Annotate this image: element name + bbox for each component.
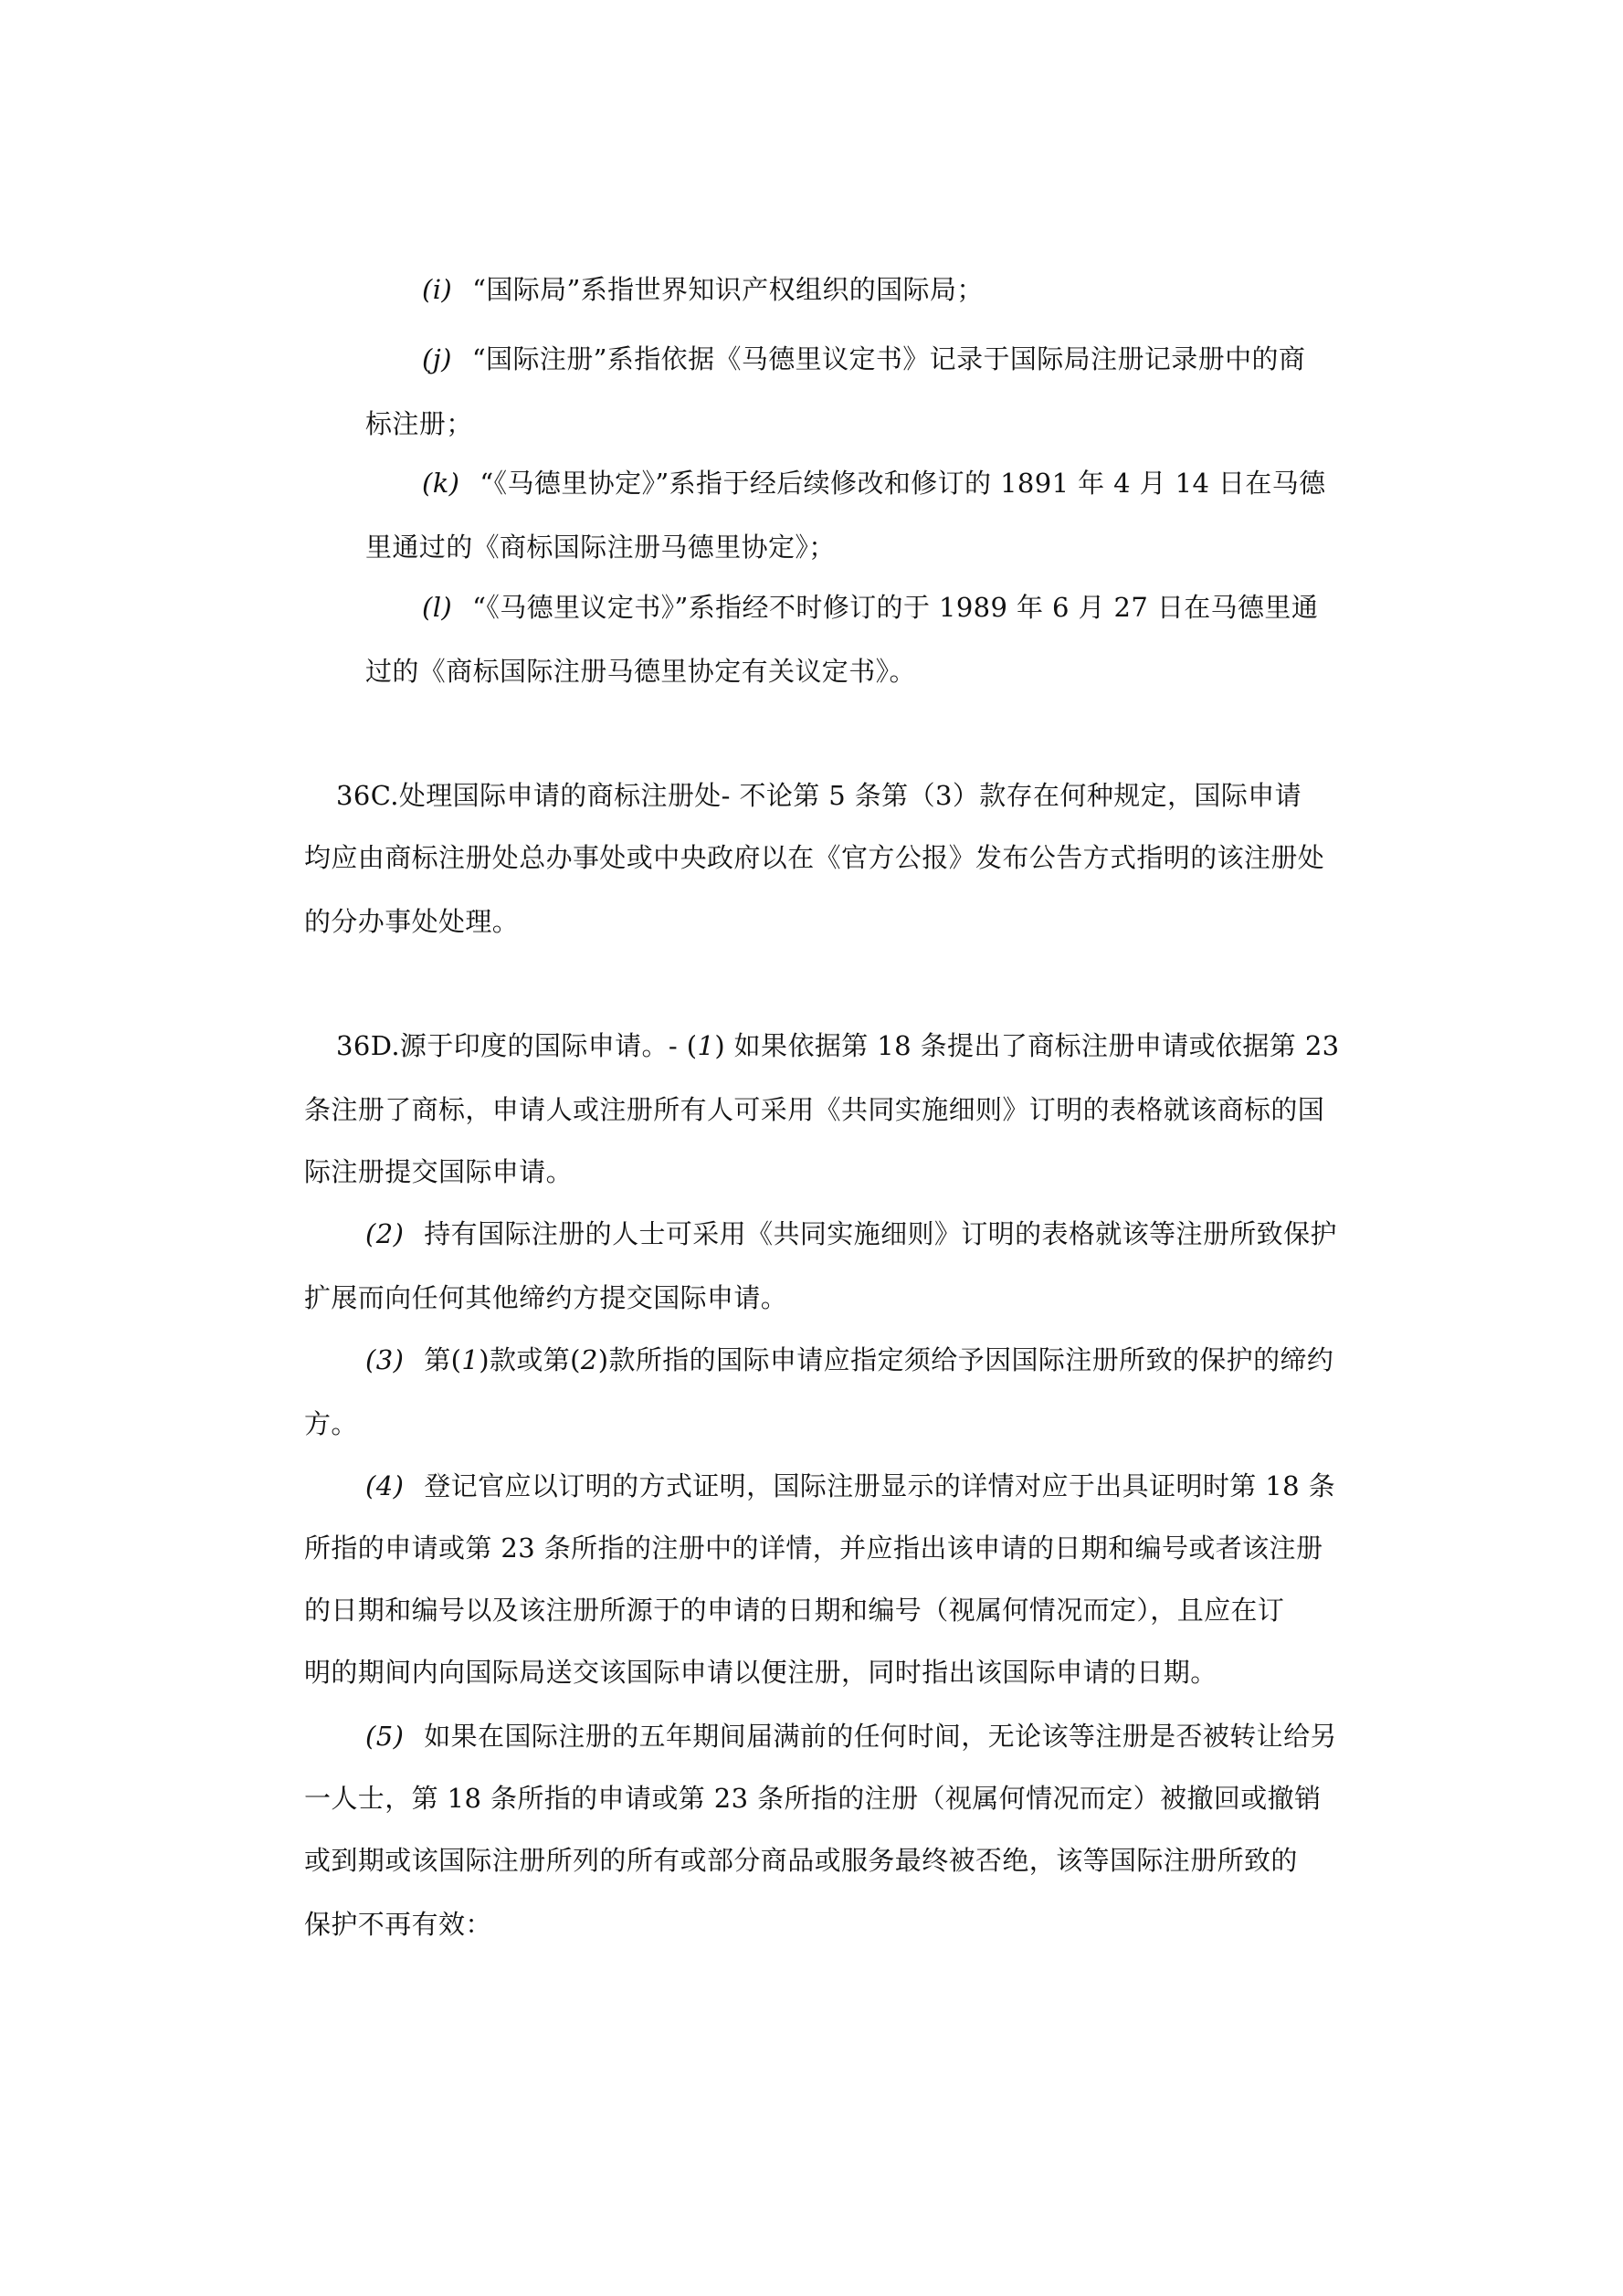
subsection-text: )款或第( — [479, 1344, 581, 1375]
item-number: (j) — [422, 343, 452, 374]
definition-text: “《马德里议定书》”系指经不时修订的于 1989 年 6 月 27 日在马德里通 — [472, 592, 1319, 623]
section-36d-line: 保护不再有效： — [304, 1909, 492, 1940]
definition-text: “国际局”系指世界知识产权组织的国际局； — [472, 274, 984, 305]
subsection-number: 1 — [697, 1030, 715, 1061]
item-number: (i) — [422, 274, 453, 305]
section-36d-line: 的日期和编号以及该注册所源于的申请的日期和编号（视属何情况而定），且应在订 — [304, 1595, 1285, 1626]
definition-k — [422, 466, 1326, 500]
section-36d-line: 一人士，第 18 条所指的申请或第 23 条所指的注册（视属何情况而定）被撤回或撤销 — [304, 1783, 1322, 1814]
section-36d-subsection-5 — [365, 1719, 1337, 1754]
section-36c-line: 36C.处理国际申请的商标注册处- 不论第 5 条第（3）款存在何种规定，国际申请 — [336, 780, 1302, 811]
section-36d-line: 明的期间内向国际局送交该国际申请以便注册，同时指出该国际申请的日期。 — [304, 1657, 1217, 1688]
section-36d-line: 扩展而向任何其他缔约方提交国际申请。 — [304, 1282, 788, 1313]
section-36d-subsection-2 — [365, 1216, 1337, 1251]
section-36c-line: 的分办事处处理。 — [304, 906, 520, 937]
section-36d-line: 所指的申请或第 23 条所指的注册中的详情，并应指出该申请的日期和编号或者该注册 — [304, 1532, 1323, 1564]
section-36d-subsection-1 — [336, 1028, 1340, 1063]
subsection-text: ) 如果依据第 18 条提出了商标注册申请或依据第 23 — [714, 1030, 1340, 1061]
definition-text: “国际注册”系指依据《马德里议定书》记录于国际局注册记录册中的商 — [471, 343, 1306, 374]
section-36d-subsection-3 — [365, 1343, 1333, 1377]
definition-text: “《马德里协定》”系指于经后续修改和修订的 1891 年 4 月 14 日在马德 — [480, 468, 1326, 499]
cross-reference-number: 1 — [461, 1344, 480, 1375]
item-number: (l) — [422, 592, 453, 623]
subsection-text: 持有国际注册的人士可采用《共同实施细则》订明的表格就该等注册所致保护 — [424, 1218, 1337, 1249]
subsection-text: 登记官应以订明的方式证明，国际注册显示的详情对应于出具证明时第 18 条 — [424, 1470, 1336, 1501]
section-heading: 36D.源于印度的国际申请。- ( — [336, 1030, 698, 1061]
item-number: (2) — [365, 1218, 405, 1249]
definition-l — [422, 590, 1318, 625]
subsection-text: 如果在国际注册的五年期间届满前的任何时间，无论该等注册是否被转让给另 — [424, 1721, 1337, 1752]
section-36c-line: 均应由商标注册处总办事处或中央政府以在《官方公报》发布公告方式指明的该注册处 — [304, 842, 1325, 873]
section-36d-line: 际注册提交国际申请。 — [304, 1156, 574, 1187]
subsection-text: 第( — [424, 1344, 462, 1375]
definition-j-continued: 标注册； — [365, 408, 473, 439]
definition-k-continued: 里通过的《商标国际注册马德里协定》； — [365, 532, 836, 563]
item-number: (3) — [365, 1344, 405, 1375]
cross-reference-number: 2 — [580, 1344, 598, 1375]
section-36d-subsection-4 — [365, 1469, 1335, 1503]
definition-l-continued: 过的《商标国际注册马德里协定有关议定书》。 — [365, 656, 916, 687]
item-number: (k) — [422, 468, 460, 499]
definition-i — [422, 272, 984, 307]
section-36d-line: 条注册了商标，申请人或注册所有人可采用《共同实施细则》订明的表格就该商标的国 — [304, 1094, 1325, 1125]
definition-j — [422, 342, 1305, 376]
item-number: (4) — [365, 1470, 405, 1501]
subsection-text: )款所指的国际申请应指定须给予因国际注册所致的保护的缔约 — [597, 1344, 1334, 1375]
section-36d-line: 方。 — [304, 1408, 358, 1439]
item-number: (5) — [365, 1721, 405, 1752]
section-36d-line: 或到期或该国际注册所列的所有或部分商品或服务最终被否绝，该等国际注册所致的 — [304, 1845, 1298, 1876]
